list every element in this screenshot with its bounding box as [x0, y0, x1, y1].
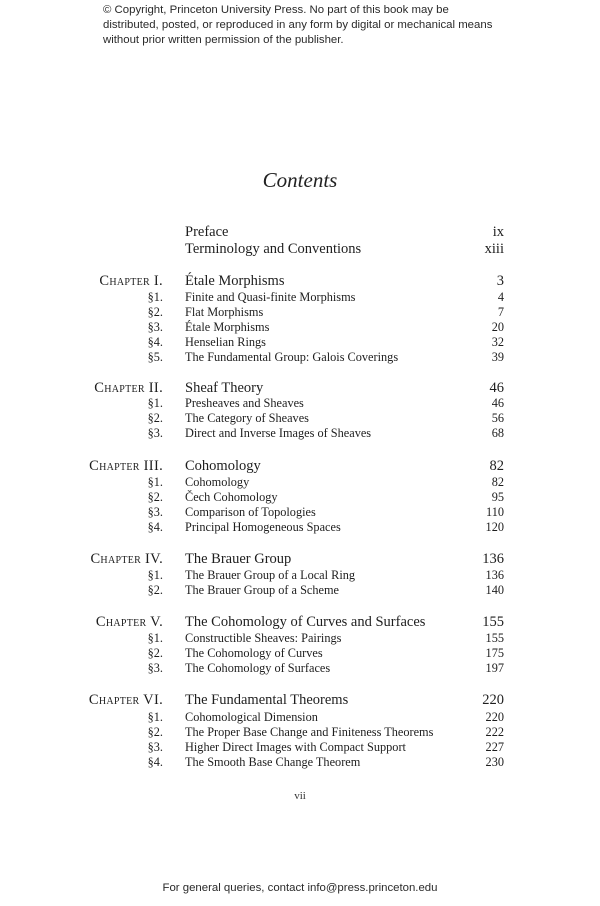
section-page: 227	[485, 740, 504, 754]
section-entry	[0, 505, 600, 521]
section-number: §3.	[147, 661, 163, 675]
chapter-heading	[0, 273, 600, 289]
chapter-label: Chapter III.	[89, 458, 163, 474]
section-title: Étale Morphisms	[185, 320, 270, 334]
section-page: 56	[491, 411, 504, 425]
entry-page: xiii	[484, 241, 504, 257]
section-title: Flat Morphisms	[185, 305, 264, 319]
entry-title: Terminology and Conventions	[185, 241, 362, 257]
section-page: 46	[491, 396, 504, 410]
section-page: 140	[485, 583, 504, 597]
section-page: 20	[491, 320, 504, 334]
section-page: 7	[497, 305, 504, 319]
section-title: The Brauer Group of a Local Ring	[185, 568, 356, 582]
section-entry	[0, 305, 600, 321]
section-number: §3.	[147, 320, 163, 334]
section-number: §5.	[147, 350, 163, 364]
section-page: 220	[485, 710, 504, 724]
section-number: §3.	[147, 740, 163, 754]
chapter-page: 82	[489, 458, 504, 474]
section-entry	[0, 661, 600, 677]
section-entry	[0, 755, 600, 771]
section-entry	[0, 568, 600, 584]
chapter-title: The Brauer Group	[185, 551, 292, 567]
section-page: 4	[497, 290, 504, 304]
section-page: 222	[485, 725, 504, 739]
chapter-title: Étale Morphisms	[185, 273, 285, 289]
section-title: Čech Cohomology	[185, 490, 278, 504]
section-page: 120	[485, 520, 504, 534]
section-title: The Fundamental Group: Galois Coverings	[185, 350, 399, 364]
chapter-heading	[0, 614, 600, 630]
section-page: 110	[486, 505, 504, 519]
section-title: Direct and Inverse Images of Sheaves	[185, 426, 372, 440]
section-title: Cohomology	[185, 475, 250, 489]
section-title: Higher Direct Images with Compact Support	[185, 740, 406, 754]
section-number: §4.	[147, 520, 163, 534]
section-number: §3.	[147, 505, 163, 519]
section-title: Principal Homogeneous Spaces	[185, 520, 341, 534]
section-number: §1.	[147, 290, 163, 304]
section-entry	[0, 725, 600, 741]
section-entry	[0, 740, 600, 756]
contact-footer: For general queries, contact info@press.princeton.edu	[162, 882, 438, 894]
chapter-label: Chapter IV.	[90, 551, 163, 567]
section-page: 230	[485, 755, 504, 769]
section-number: §2.	[147, 725, 163, 739]
section-title: The Brauer Group of a Scheme	[185, 583, 339, 597]
section-page: 39	[491, 350, 504, 364]
chapter-page: 220	[482, 692, 504, 708]
section-title: The Proper Base Change and Finiteness Theorems	[185, 725, 434, 739]
chapter-heading	[0, 551, 600, 567]
section-entry	[0, 475, 600, 491]
section-number: §2.	[147, 305, 163, 319]
section-number: §1.	[147, 710, 163, 724]
section-page: 175	[485, 646, 504, 660]
section-title: Comparison of Topologies	[185, 505, 316, 519]
section-entry	[0, 490, 600, 506]
section-entry	[0, 396, 600, 412]
entry-page: ix	[492, 224, 504, 240]
section-page: 82	[491, 475, 504, 489]
section-title: Cohomological Dimension	[185, 710, 318, 724]
section-title: The Smooth Base Change Theorem	[185, 755, 361, 769]
section-page: 95	[491, 490, 504, 504]
section-entry	[0, 335, 600, 351]
section-entry	[0, 710, 600, 726]
section-entry	[0, 426, 600, 442]
section-number: §4.	[147, 335, 163, 349]
chapter-page: 46	[489, 380, 504, 396]
section-page: 32	[491, 335, 504, 349]
chapter-heading	[0, 380, 600, 396]
chapter-page: 155	[482, 614, 504, 630]
section-title: Finite and Quasi-finite Morphisms	[185, 290, 356, 304]
section-number: §1.	[147, 568, 163, 582]
section-entry	[0, 583, 600, 599]
section-page: 197	[485, 661, 504, 675]
section-entry	[0, 646, 600, 662]
section-page: 68	[491, 426, 504, 440]
section-number: §2.	[147, 646, 163, 660]
chapter-title: The Cohomology of Curves and Surfaces	[185, 614, 426, 630]
section-title: Constructible Sheaves: Pairings	[185, 631, 342, 645]
section-entry	[0, 520, 600, 536]
section-number: §2.	[147, 490, 163, 504]
chapter-heading	[0, 458, 600, 474]
chapter-title: Cohomology	[185, 458, 261, 474]
page-number: vii	[294, 790, 306, 802]
toc-entry-preface	[0, 224, 600, 240]
toc-entry-terminology	[0, 241, 600, 257]
section-title: Presheaves and Sheaves	[185, 396, 304, 410]
chapter-page: 3	[496, 273, 504, 289]
copyright-notice: © Copyright, Princeton University Press. No part of this book may be distributed, posted, or reproduced in any form by digital or mechanical means without prior written permission of the publisher.	[103, 4, 493, 46]
chapter-title: Sheaf Theory	[185, 380, 264, 396]
section-title: The Cohomology of Surfaces	[185, 661, 331, 675]
section-number: §1.	[147, 631, 163, 645]
section-title: Henselian Rings	[185, 335, 266, 349]
chapter-page: 136	[482, 551, 504, 567]
section-number: §4.	[147, 755, 163, 769]
section-number: §1.	[147, 475, 163, 489]
section-title: The Category of Sheaves	[185, 411, 309, 425]
section-entry	[0, 350, 600, 366]
chapter-label: Chapter II.	[94, 380, 163, 396]
section-entry	[0, 411, 600, 427]
entry-title: Preface	[185, 224, 229, 240]
section-number: §2.	[147, 583, 163, 597]
section-number: §3.	[147, 426, 163, 440]
page-title: Contents	[262, 168, 338, 192]
section-page: 136	[485, 568, 504, 582]
section-page: 155	[485, 631, 504, 645]
section-entry	[0, 290, 600, 306]
chapter-label: Chapter I.	[99, 273, 163, 289]
section-entry	[0, 631, 600, 647]
section-title: The Cohomology of Curves	[185, 646, 323, 660]
section-number: §1.	[147, 396, 163, 410]
section-entry	[0, 320, 600, 336]
section-number: §2.	[147, 411, 163, 425]
chapter-title: The Fundamental Theorems	[185, 692, 349, 708]
chapter-heading	[0, 692, 600, 708]
chapter-label: Chapter VI.	[88, 692, 163, 708]
chapter-label: Chapter V.	[95, 614, 163, 630]
